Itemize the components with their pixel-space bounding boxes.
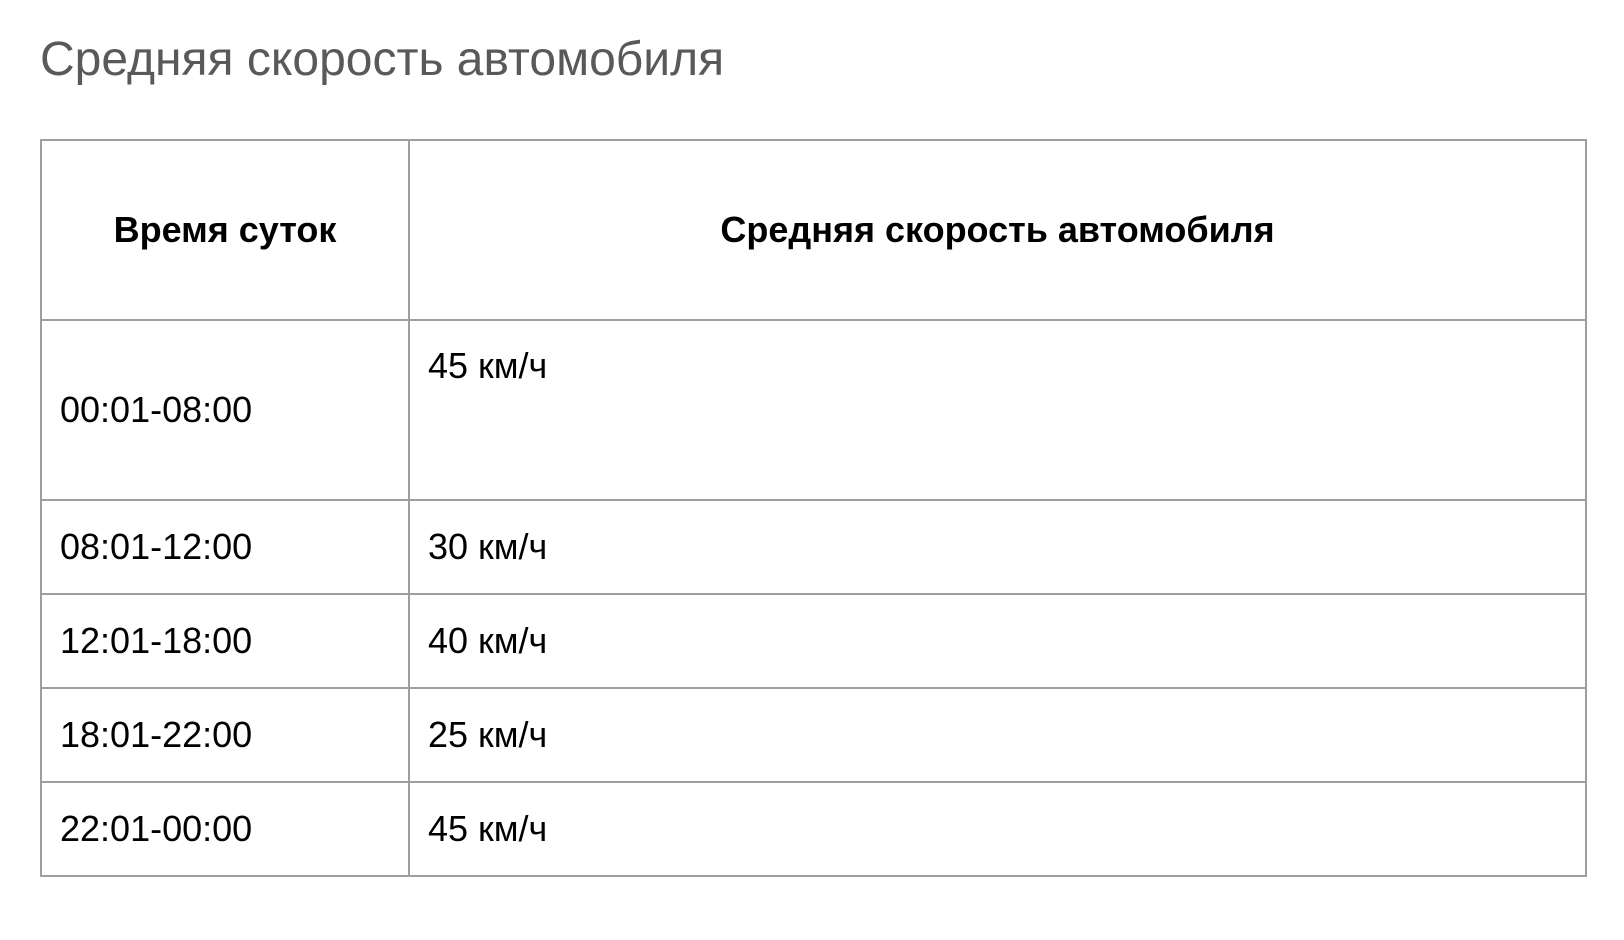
time-cell: 22:01-00:00 [41,782,409,876]
table-header-row [41,140,1586,320]
speed-cell: 45 км/ч [409,782,1586,876]
speed-cell: 30 км/ч [409,500,1586,594]
header-time-of-day: Время суток [41,140,409,320]
table-row [41,594,1586,688]
speed-cell: 25 км/ч [409,688,1586,782]
table-row [41,500,1586,594]
page-title: Средняя скорость автомобиля [40,33,725,86]
time-cell: 12:01-18:00 [41,594,409,688]
time-cell: 08:01-12:00 [41,500,409,594]
time-cell: 00:01-08:00 [41,320,409,500]
header-average-speed: Средняя скорость автомобиля [409,140,1586,320]
speed-table [40,139,1587,877]
table-row [41,688,1586,782]
speed-cell: 45 км/ч [409,320,1586,500]
time-cell: 18:01-22:00 [41,688,409,782]
table-row [41,320,1586,500]
speed-cell: 40 км/ч [409,594,1586,688]
table-row [41,782,1586,876]
